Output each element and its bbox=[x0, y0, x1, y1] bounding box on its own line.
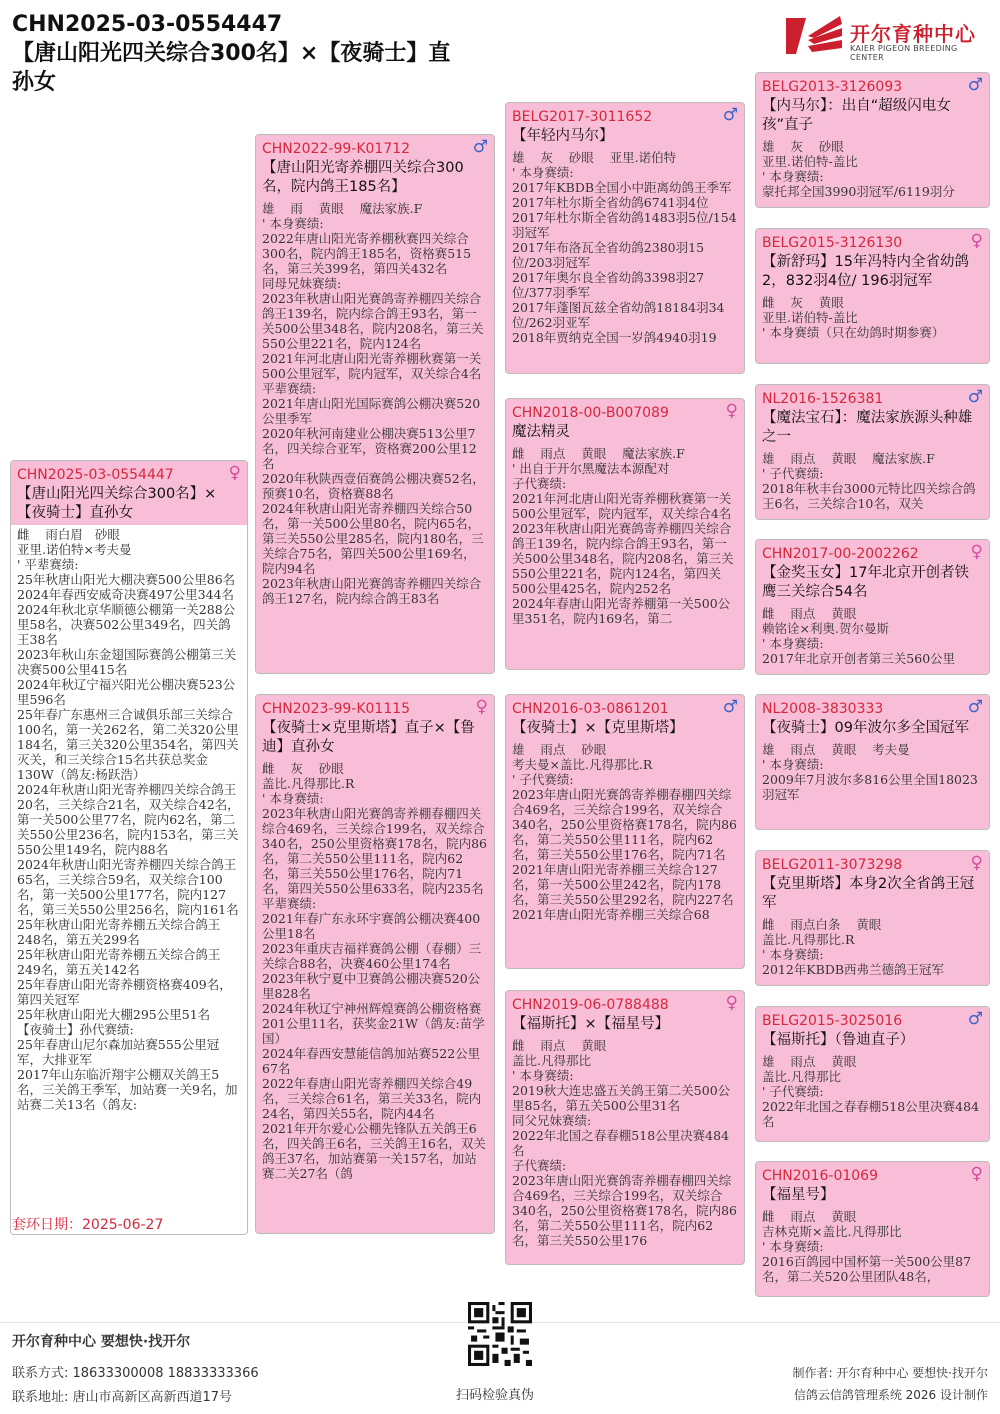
dam-stats: ' 本身赛绩: 2023年秋唐山阳光赛鸽寄养棚春棚四关综合469名，三关综合199名，双关综合340名，250公里资格赛178名，院内86名，第二关550公里111名，院内62名，第三关550公里176名，院内71名，第四关550公里633名，院内235名 平辈赛绩: 2021年春广东永环宇赛鸽公棚决赛400公里18名 2023年重庆吉福祥赛鸽公棚（春棚）三关综合88名，决赛460公里174名 2023年秋宁夏中卫赛鸽公棚决赛520公里828名 2024年秋辽宁神州辉煌赛鸽公棚资格赛201公里11名，获奖金21W（鸽友:苗学国） 2024年春西安慧能信鸽加站赛522公里67名 2022年春唐山阳光寄养棚四关综合49名，三关综合61名，第三关33名，院内24名，第四关55名，院内44名 2021年开尔爱心公棚先锋队五关鸽王6名，四关鸽王6名，三关鸽王16名，双关鸽王37名，加站赛第一关157名，加站赛二关27名（鸽 bbox=[262, 791, 487, 1181]
footer-slogan: 开尔育种中心 要想快·找开尔 bbox=[12, 1334, 191, 1350]
gg3-name: 【魔法宝石】：魔法家族源头种雄之一 bbox=[762, 410, 973, 445]
subject-stats: ' 平辈赛绩: 25年秋唐山阳光大棚决赛500公里86名 2024年春西安威奇决赛497公里344名 2024年秋北京华顺德公棚第一关288公里58名，决赛502公里349名，四关鸽王38名 2023年秋山东金翅国际赛鸽公棚第三关决赛500公里415名 2024年秋辽宁福兴阳光公棚决赛523公里596名 25年春广东惠州三合诚俱乐部三关综合100名，第一关262名，第二关320公里184名，第三关320公里354名，第四关灭关，和三关综合15名共获总奖金130W（鸽友:杨跃浩） 2024年秋唐山阳光寄养棚四关综合鸽王20名，三关综合21名，双关综合42名，第一关500公里77名，院内62名，第二关550公里236名，院内153名，第三关550公里149名，院内88名 2024年秋唐山阳光寄养棚四关综合鸽王65名，三关综合59名，双关综合100名，第一关500公里177名，院内127名，第三关550公里256名，院内161名 25年秋唐山阳光寄养棚五关综合鸽王248名，第五关299名 25年秋唐山阳光寄养棚五关综合鸽王249名，第五关142名 25年春唐山阳光寄养棚资格赛409名，第四关冠军 25年秋唐山阳光大棚295公里51名 【夜骑士】孙代赛绩: 25年春唐山尼尔森加站赛555公里冠军，大排亚军 2017年山东临沂翔宇公棚双关鸽王5名，三关鸽王季军，加站赛一关9名，加站赛二关13名（鸽友: bbox=[17, 557, 240, 1112]
male-icon: ♂ bbox=[967, 697, 983, 717]
dam-sire-info: 雄 雨点 砂眼 考夫曼×盖比.凡得那比.R bbox=[512, 742, 653, 772]
dam-ring: CHN2023-99-K01115 bbox=[262, 701, 411, 717]
gg2-stats: ' 本身赛绩（只在幼鸽时期参赛） bbox=[762, 325, 945, 340]
great-grandparent-card-7[interactable] bbox=[755, 1006, 990, 1142]
gg3-info: 雄 雨点 黄眼 魔法家族.F bbox=[762, 451, 935, 466]
gg1-ring: BELG2013-3126093 bbox=[762, 79, 903, 95]
gg6-name: 【克里斯塔】本身2次全省鸽王冠军 bbox=[762, 876, 975, 911]
gg8-stats: ' 本身赛绩: 2016百鸽园中国杯第一关500公里87名，第二关520公里团队48名， bbox=[762, 1239, 972, 1284]
sire-info: 雄 雨 黄眼 魔法家族.F bbox=[262, 201, 423, 216]
dam-sire-ring: CHN2016-03-0861201 bbox=[512, 701, 669, 717]
logo-subtitle: KAIER PIGEON BREEDING CENTER bbox=[850, 44, 958, 62]
great-grandparent-card-1[interactable] bbox=[755, 72, 990, 208]
sire-ring: CHN2022-99-K01712 bbox=[262, 141, 411, 157]
pedigree-title bbox=[12, 10, 512, 97]
subject-ring: CHN2025-03-0554447 bbox=[17, 467, 174, 483]
sire-stats: ' 本身赛绩: 2022年唐山阳光寄养棚秋赛四关综合300名，院内鸽王185名，资格赛515名，第三关399名，第四关432名 同母兄妹赛绩: 2023年秋唐山阳光赛鸽寄养棚四关综合鸽王139名，院内综合鸽王93名，第一关500公里348名，院内208名，第三关550公里221名，院内124名 2021年河北唐山阳光寄养棚秋赛第一关500公里冠军，院内冠军，双关综合4名 平辈赛绩: 2021年唐山阳光国际赛鸽公棚决赛520公里季军 2020年秋河南建业公棚决赛513公里7名，四关综合亚军，资格赛200公里12名 2020年秋陕西壹佰赛鸽公棚决赛52名，预赛10名，资格赛88名 2024年秋唐山阳光寄养棚四关综合50名，第一关500公里80名，院内65名，第三关550公里285名，院内180名，三关综合75名，第四关500公里169名，院内94名 2023年秋唐山阳光赛鸽寄养棚四关综合鸽王127名，院内综合鸽王83名 bbox=[262, 216, 485, 606]
gg5-info: 雄 雨点 黄眼 考夫曼 bbox=[762, 742, 910, 757]
great-grandparent-card-8[interactable] bbox=[755, 1161, 990, 1297]
logo-name: 开尔育种中心 bbox=[850, 22, 976, 46]
male-icon: ♂ bbox=[722, 105, 738, 125]
gg7-name: 【福斯托】（鲁迪直子） bbox=[762, 1032, 915, 1048]
gg1-name: 【内马尔】：出自“超级闪电女孩”直子 bbox=[762, 98, 951, 133]
footer-phone: 联系方式: 18633300008 18833333366 bbox=[12, 1366, 259, 1381]
gg4-stats: ' 本身赛绩: 2017年北京开创者第三关560公里 bbox=[762, 636, 956, 666]
gg3-ring: NL2016-1526381 bbox=[762, 391, 884, 407]
gg7-stats: ' 子代赛绩: 2022年北国之春春棚518公里决赛484名 bbox=[762, 1084, 980, 1129]
great-grandparent-card-3[interactable] bbox=[755, 384, 990, 520]
gg4-info: 雌 雨点 黄眼 赖铭诠×利奥.贺尔曼斯 bbox=[762, 606, 889, 636]
female-icon: ♀ bbox=[970, 542, 983, 562]
kaier-logo-icon bbox=[784, 14, 844, 58]
male-icon: ♂ bbox=[722, 697, 738, 717]
gg1-stats: ' 本身赛绩: 蒙托邦全国3990羽冠军/6119羽分 bbox=[762, 169, 955, 199]
gg5-stats: ' 本身赛绩: 2009年7月波尔多816公里全国18023羽冠军 bbox=[762, 757, 978, 802]
great-grandparent-card-2[interactable] bbox=[755, 228, 990, 364]
sire-sire-info: 雄 灰 砂眼 亚里.诺伯特 bbox=[512, 150, 677, 165]
dam-dam-info: 雌 雨点 黄眼 盖比.凡得那比 bbox=[512, 1038, 607, 1068]
gg2-info: 雌 灰 黄眼 亚里.诺伯特-盖比 bbox=[762, 295, 858, 325]
footer-maker: 制作者: 开尔育种中心 要想快·找开尔 bbox=[792, 1366, 988, 1380]
sire-name: 【唐山阳光寄养棚四关综合300名，院内鸽王185名】 bbox=[262, 160, 464, 195]
sire-dam-ring: CHN2018-00-B007089 bbox=[512, 405, 669, 421]
male-icon: ♂ bbox=[967, 387, 983, 407]
sire-sire-name: 【年轻内马尔】 bbox=[512, 128, 614, 144]
gg3-stats: ' 子代赛绩: 2018年秋丰台3000元特比四关综合鸽王6名，三关综合10名，双关 bbox=[762, 466, 976, 511]
dam-sire-card[interactable] bbox=[505, 694, 745, 969]
male-icon: ♂ bbox=[967, 75, 983, 95]
sire-dam-name: 魔法精灵 bbox=[512, 424, 570, 440]
title-line-3: 孙女 bbox=[12, 70, 57, 95]
gg6-ring: BELG2011-3073298 bbox=[762, 857, 903, 873]
male-icon: ♂ bbox=[472, 137, 488, 157]
dam-dam-name: 【福斯托】×【福星号】 bbox=[512, 1016, 670, 1032]
gg7-info: 雄 雨点 黄眼 盖比.凡得那比 bbox=[762, 1054, 857, 1084]
qr-label: 扫码检验真伪 bbox=[456, 1388, 535, 1403]
kaier-logo bbox=[784, 14, 990, 60]
gg5-name: 【夜骑士】09年波尔多全国冠军 bbox=[762, 720, 969, 736]
gg8-info: 雌 雨点 黄眼 吉林克斯×盖比.凡得那比 bbox=[762, 1209, 902, 1239]
subject-name: 【唐山阳光四关综合300名】×【夜骑士】直孙女 bbox=[17, 486, 217, 521]
gg8-name: 【福星号】 bbox=[762, 1187, 835, 1203]
great-grandparent-card-5[interactable] bbox=[755, 694, 990, 830]
female-icon: ♀ bbox=[970, 853, 983, 873]
female-icon: ♀ bbox=[970, 231, 983, 251]
ring-date: 套环日期：2025-06-27 bbox=[12, 1217, 164, 1233]
sire-dam-card[interactable] bbox=[505, 398, 745, 670]
sire-card[interactable] bbox=[255, 134, 495, 674]
female-icon: ♀ bbox=[725, 401, 738, 421]
dam-dam-stats: ' 本身赛绩: 2019秋大连忠盛五关鸽王第二关500公里85名，第五关500公里31名 同父兄妹赛绩: 2022年北国之春春棚518公里决赛484名 子代赛绩: 2023年唐山阳光赛鸽寄养棚春棚四关综合469名，三关综合199名，双关综合340名，250公里资格赛178名，院内86名，第二关550公里111名，院内62名，第三关550公里176 bbox=[512, 1068, 737, 1248]
gg4-ring: CHN2017-00-2002262 bbox=[762, 546, 919, 562]
footer-contact bbox=[12, 1330, 259, 1410]
great-grandparent-card-6[interactable] bbox=[755, 850, 990, 986]
dam-dam-ring: CHN2019-06-0788488 bbox=[512, 997, 669, 1013]
gg2-name: 【新舒玛】15年冯特内全省幼鸽2，832羽4位/ 196羽冠军 bbox=[762, 254, 969, 289]
gg6-info: 雌 雨点白条 黄眼 盖比.凡得那比.R bbox=[762, 917, 882, 947]
footer-system: 信鸽云信鸽管理系统 2026 设计制作 bbox=[793, 1388, 988, 1402]
footer-credits bbox=[793, 1362, 989, 1406]
qr-code-icon[interactable] bbox=[468, 1302, 532, 1366]
gg8-ring: CHN2016-01069 bbox=[762, 1168, 878, 1184]
dam-dam-card[interactable] bbox=[505, 990, 745, 1265]
sire-dam-info: 雌 雨点 黄眼 魔法家族.F ' 出自于开尔黑魔法本源配对 bbox=[512, 446, 685, 476]
dam-card[interactable] bbox=[255, 694, 495, 1234]
gg6-stats: ' 本身赛绩: 2012年KBDB西弗兰德鸽王冠军 bbox=[762, 947, 945, 977]
dam-sire-stats: ' 子代赛绩: 2023年唐山阳光赛鸽寄养棚春棚四关综合469名，三关综合199名，双关综合340名，250公里资格赛178名，院内86名，第二关550公里111名，院内62名，第三关550公里176名，院内71名 2021年唐山阳光寄养棚三关综合127名，第一关500公里242名，院内178名，第三关550公里292名，院内227名 2021年唐山阳光寄养棚三关综合68 bbox=[512, 772, 737, 922]
footer-address: 联系地址: 唐山市高新区高新西道17号 bbox=[12, 1390, 233, 1405]
great-grandparent-card-4[interactable] bbox=[755, 539, 990, 675]
gg7-ring: BELG2015-3025016 bbox=[762, 1013, 903, 1029]
gg1-info: 雄 灰 砂眼 亚里.诺伯特-盖比 bbox=[762, 139, 858, 169]
dam-info: 雌 灰 砂眼 盖比.凡得那比.R bbox=[262, 761, 355, 791]
female-icon: ♀ bbox=[725, 993, 738, 1013]
sire-sire-ring: BELG2017-3011652 bbox=[512, 109, 653, 125]
female-icon: ♀ bbox=[970, 1164, 983, 1184]
title-line-2: 【唐山阳光四关综合300名】×【夜骑士】直 bbox=[12, 41, 451, 66]
title-line-1: CHN2025-03-0554447 bbox=[12, 12, 283, 37]
dam-name: 【夜骑士×克里斯塔】直子×【鲁迪】直孙女 bbox=[262, 720, 475, 755]
gg4-name: 【金奖玉女】17年北京开创者铁鹰三关综合54名 bbox=[762, 565, 969, 600]
dam-sire-name: 【夜骑士】×【克里斯塔】 bbox=[512, 720, 684, 736]
sire-sire-stats: ' 本身赛绩: 2017年KBDB全国小中距离幼鸽王季军 2017年杜尔斯全省幼鸽6741羽4位 2017年杜尔斯全省幼鸽1483羽5位/154羽冠军 2017年布洛瓦全省幼鸽2380羽15位/203羽冠军 2017年奥尔良全省幼鸽3398羽27位/377羽季军 2017年蓬图瓦兹全省幼鸽18184羽34位/262羽亚军 2018年贾纳克全国一岁鸽4940羽19 bbox=[512, 165, 737, 345]
sire-dam-stats: 子代赛绩: 2021年河北唐山阳光寄养棚秋赛第一关500公里冠军，院内冠军，双关综合4名 2023年秋唐山阳光赛鸽寄养棚四关综合鸽王139名，院内综合鸽王93名，第一关500公里348名，院内208名，第三关550公里221名，院内124名，第四关500公里425名，院内252名 2024年春唐山阳光寄养棚第一关500公里351名，院内169名，第二 bbox=[512, 476, 734, 626]
gg5-ring: NL2008-3830333 bbox=[762, 701, 884, 717]
sire-sire-card[interactable] bbox=[505, 102, 745, 374]
subject-info: 雌 雨白眉 砂眼 亚里.诺伯特×考夫曼 bbox=[17, 527, 132, 557]
female-icon: ♀ bbox=[228, 463, 241, 483]
male-icon: ♂ bbox=[967, 1009, 983, 1029]
female-icon: ♀ bbox=[475, 697, 488, 717]
subject-card[interactable] bbox=[10, 460, 248, 1235]
gg2-ring: BELG2015-3126130 bbox=[762, 235, 903, 251]
